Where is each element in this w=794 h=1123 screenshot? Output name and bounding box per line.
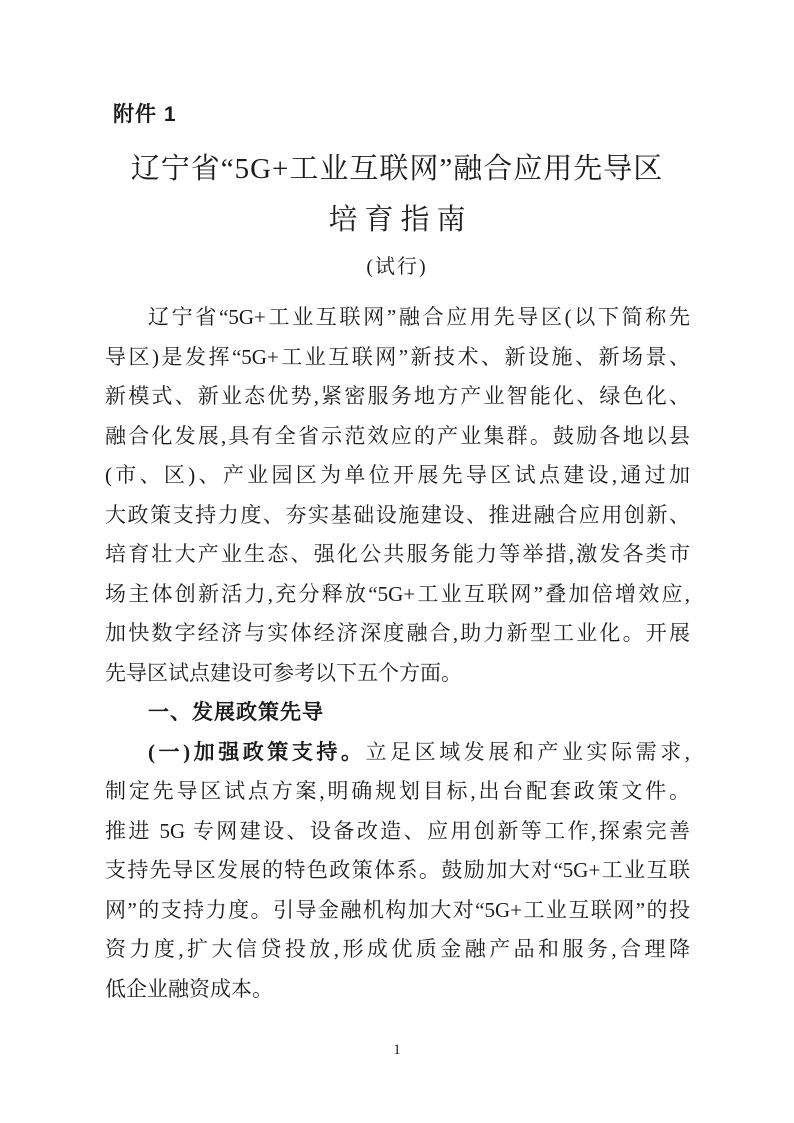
subsection-1-line-5: 网”的支持力度。引导金融机构加大对“5G+工业互联网”的投 bbox=[105, 897, 690, 922]
document-body bbox=[105, 298, 690, 1009]
intro-line-6: 大政策支持力度、夯实基础设施建设、推进融合应用创新、 bbox=[105, 502, 690, 527]
document-subtitle: (试行) bbox=[366, 256, 428, 278]
subsection-1-line-7: 低企业融资成本。 bbox=[105, 976, 273, 1001]
intro-line-9: 加快数字经济与实体经济深度融合,助力新型工业化。开展 bbox=[105, 621, 690, 645]
intro-line-5: (市、区)、产业园区为单位开展先导区试点建设,通过加 bbox=[105, 463, 690, 487]
page-number: 1 bbox=[393, 1042, 401, 1058]
subsection-1-line-6: 资力度,扩大信贷投放,形成优质金融产品和服务,合理降 bbox=[105, 937, 690, 961]
subsection-1-paragraph bbox=[105, 733, 690, 1010]
attachment-label: 附件 1 bbox=[113, 103, 177, 126]
intro-paragraph bbox=[105, 298, 690, 693]
intro-line-3: 新模式、新业态优势,紧密服务地方产业智能化、绿色化、 bbox=[105, 384, 690, 408]
subsection-1-line-2: 制定先导区试点方案,明确规划目标,出台配套政策文件。 bbox=[105, 779, 690, 803]
intro-line-8: 场主体创新活力,充分释放“5G+工业互联网”叠加倍增效应, bbox=[105, 581, 690, 606]
subsection-1-line-1-rest: 立足区域发展和产业实际需求, bbox=[365, 739, 690, 764]
document-title-line-1: 辽宁省“5G+工业互联网”融合应用先导区 bbox=[130, 153, 664, 185]
intro-line-2: 导区)是发挥“5G+工业互联网”新技术、新设施、新场景、 bbox=[105, 344, 690, 369]
section-1-heading: 一、发展政策先导 bbox=[148, 701, 324, 724]
subsection-1-line-4: 支持先导区发展的特色政策体系。鼓励加大对“5G+工业互联 bbox=[105, 858, 690, 882]
subsection-1-line-1 bbox=[105, 733, 690, 773]
subsection-1-lead: (一)加强政策支持。 bbox=[148, 739, 366, 764]
intro-line-7: 培育壮大产业生态、强化公共服务能力等举措,激发各类市 bbox=[105, 542, 690, 566]
subsection-1-line-3: 推进 5G 专网建设、设备改造、应用创新等工作,探索完善 bbox=[105, 818, 690, 843]
intro-line-4: 融合化发展,具有全省示范效应的产业集群。鼓励各地以县 bbox=[105, 423, 690, 448]
intro-line-10: 先导区试点建设可参考以下五个方面。 bbox=[105, 660, 462, 685]
intro-line-1: 辽宁省“5G+工业互联网”融合应用先导区(以下简称先 bbox=[148, 305, 690, 329]
document-title-line-2: 培育指南 bbox=[328, 204, 473, 236]
